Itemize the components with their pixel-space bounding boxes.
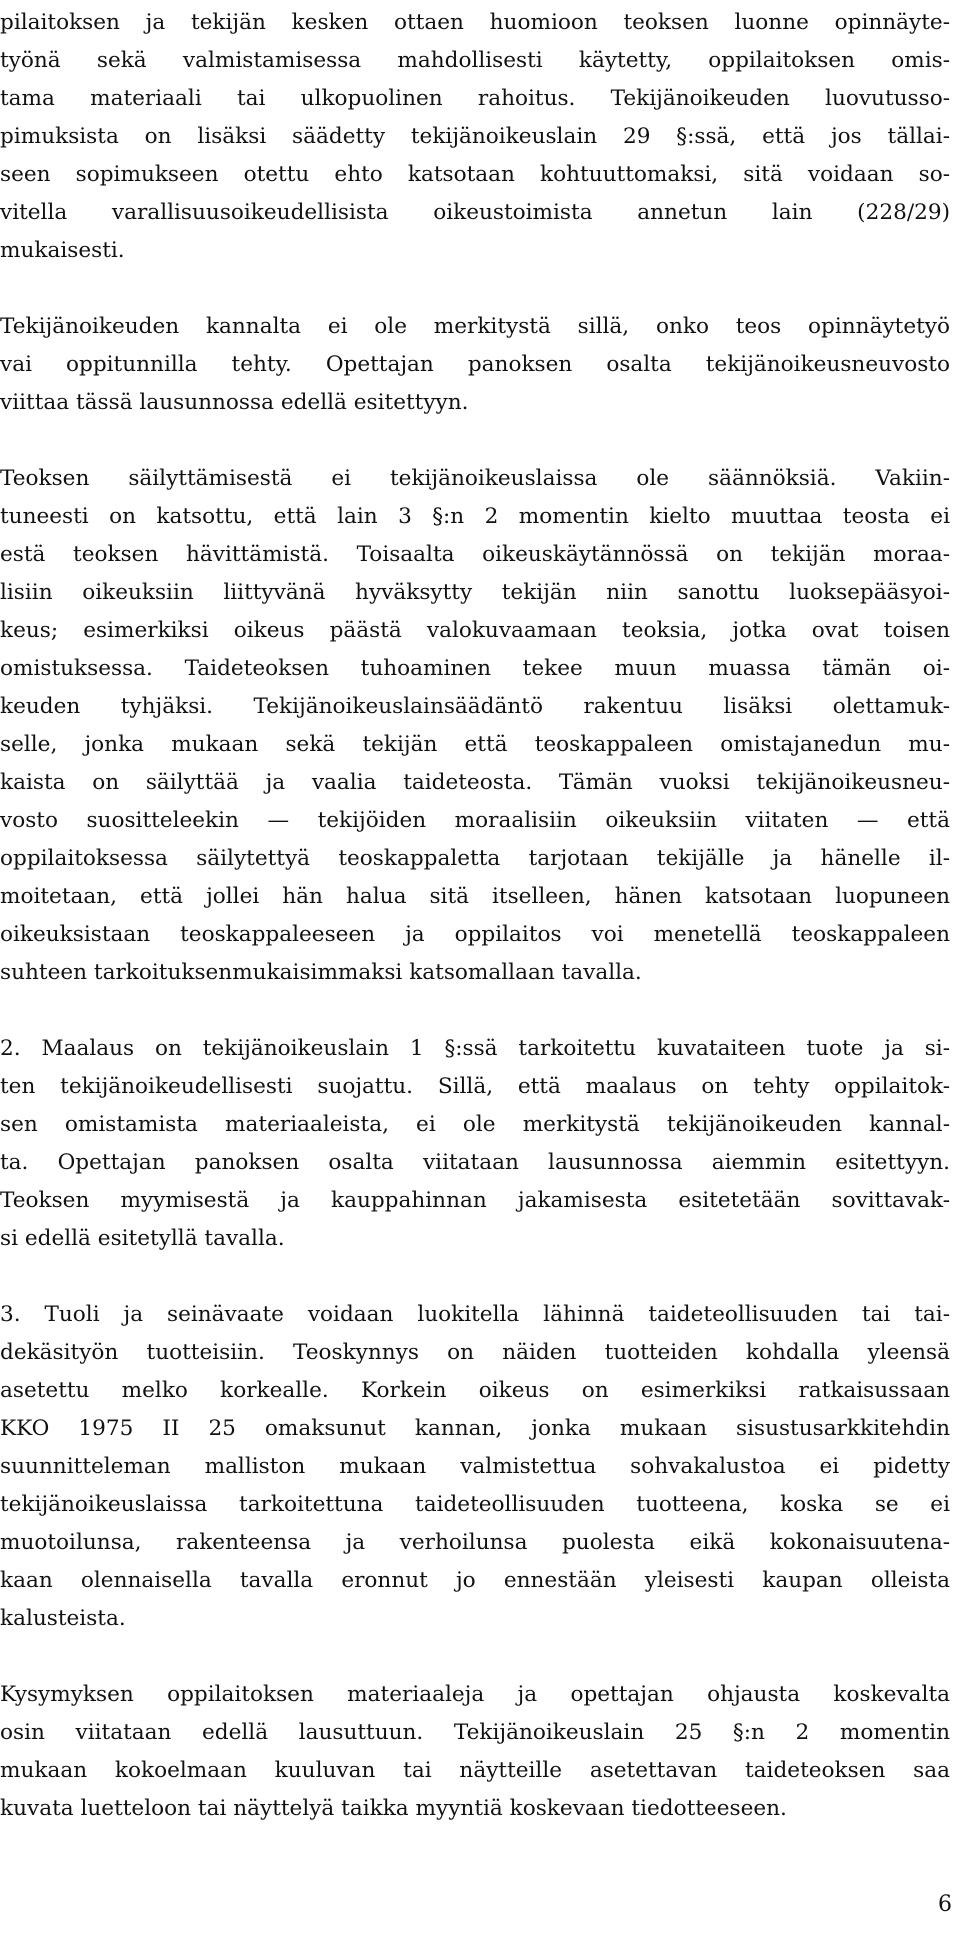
text-line: estä teoksen hävittämistä. Toisaalta oikeuskäytännössä on tekijän moraa- bbox=[0, 542, 950, 567]
text-line: kaista on säilyttää ja vaalia taideteosta. Tämän vuoksi tekijänoikeusneu- bbox=[0, 770, 950, 795]
text-line: suhteen tarkoituksenmukaisimmaksi katsomallaan tavalla. bbox=[0, 960, 642, 985]
text-line: seen sopimukseen otettu ehto katsotaan kohtuuttomaksi, sitä voidaan so- bbox=[0, 162, 950, 187]
text-line: Teoksen myymisestä ja kauppahinnan jakamisesta esitetetään sovittavak- bbox=[0, 1188, 950, 1213]
text-line: ten tekijänoikeudellisesti suojattu. Sillä, että maalaus on tehty oppilaitok- bbox=[0, 1074, 950, 1099]
text-line: KKO 1975 II 25 omaksunut kannan, jonka mukaan sisustusarkkitehdin bbox=[0, 1416, 950, 1441]
paragraph bbox=[0, 460, 950, 992]
text-line: 2. Maalaus on tekijänoikeuslain 1 §:ssä tarkoitettu kuvataiteen tuote ja si- bbox=[0, 1036, 950, 1061]
text-line: tama materiaali tai ulkopuolinen rahoitus. Tekijänoikeuden luovutusso- bbox=[0, 86, 950, 111]
text-line: oikeuksistaan teoskappaleeseen ja oppilaitos voi menetellä teoskappaleen bbox=[0, 922, 950, 947]
text-line: mukaisesti. bbox=[0, 238, 125, 263]
text-line: vitella varallisuusoikeudellisista oikeustoimista annetun lain (228/29) bbox=[0, 200, 950, 225]
text-line: ta. Opettajan panoksen osalta viitataan lausunnossa aiemmin esitettyyn. bbox=[0, 1150, 950, 1175]
text-line: Tekijänoikeuden kannalta ei ole merkitystä sillä, onko teos opinnäytetyö bbox=[0, 314, 950, 339]
text-line: tekijänoikeuslaissa tarkoitettuna taideteollisuuden tuotteena, koska se ei bbox=[0, 1492, 950, 1517]
paragraph bbox=[0, 1676, 950, 1828]
text-line: Kysymyksen oppilaitoksen materiaaleja ja opettajan ohjausta koskevalta bbox=[0, 1682, 950, 1707]
text-line: työnä sekä valmistamisessa mahdollisesti käytetty, oppilaitoksen omis- bbox=[0, 48, 950, 73]
paragraph bbox=[0, 308, 950, 422]
text-line: Teoksen säilyttämisestä ei tekijänoikeuslaissa ole säännöksiä. Vakiin- bbox=[0, 466, 950, 491]
paragraph bbox=[0, 4, 950, 270]
text-line: lisiin oikeuksiin liittyvänä hyväksytty tekijän niin sanottu luoksepääsyoi- bbox=[0, 580, 950, 605]
text-line: keuden tyhjäksi. Tekijänoikeuslainsäädäntö rakentuu lisäksi olettamuk- bbox=[0, 694, 950, 719]
text-line: keus; esimerkiksi oikeus päästä valokuvaamaan teoksia, jotka ovat toisen bbox=[0, 618, 950, 643]
text-line: vai oppitunnilla tehty. Opettajan panoksen osalta tekijänoikeusneuvosto bbox=[0, 352, 950, 377]
text-line: sen omistamista materiaaleista, ei ole merkitystä tekijänoikeuden kannal- bbox=[0, 1112, 950, 1137]
text-line: selle, jonka mukaan sekä tekijän että teoskappaleen omistajanedun mu- bbox=[0, 732, 950, 757]
text-line: kaan olennaisella tavalla eronnut jo ennestään yleisesti kaupan olleista bbox=[0, 1568, 950, 1593]
text-line: muotoilunsa, rakenteensa ja verhoilunsa puolesta eikä kokonaisuutena- bbox=[0, 1530, 950, 1555]
text-line: si edellä esitetyllä tavalla. bbox=[0, 1226, 285, 1251]
text-line: viittaa tässä lausunnossa edellä esitettyyn. bbox=[0, 390, 469, 415]
text-line: moitetaan, että jollei hän halua sitä itselleen, hänen katsotaan luopuneen bbox=[0, 884, 950, 909]
paragraph bbox=[0, 1030, 950, 1258]
text-line: suunnitteleman malliston mukaan valmistettua sohvakalustoa ei pidetty bbox=[0, 1454, 950, 1479]
text-line: osin viitataan edellä lausuttuun. Tekijänoikeuslain 25 §:n 2 momentin bbox=[0, 1720, 950, 1745]
text-line: kuvata luetteloon tai näyttelyä taikka myyntiä koskevaan tiedotteeseen. bbox=[0, 1796, 787, 1821]
text-line: tuneesti on katsottu, että lain 3 §:n 2 momentin kielto muuttaa teosta ei bbox=[0, 504, 950, 529]
text-line: dekäsityön tuotteisiin. Teoskynnys on näiden tuotteiden kohdalla yleensä bbox=[0, 1340, 950, 1365]
text-line: mukaan kokoelmaan kuuluvan tai näytteille asetettavan taideteoksen saa bbox=[0, 1758, 950, 1783]
text-line: oppilaitoksessa säilytettyä teoskappaletta tarjotaan tekijälle ja hänelle il- bbox=[0, 846, 950, 871]
text-line: pilaitoksen ja tekijän kesken ottaen huomioon teoksen luonne opinnäyte- bbox=[0, 10, 950, 35]
paragraph bbox=[0, 1296, 950, 1638]
text-line: omistuksessa. Taideteoksen tuhoaminen tekee muun muassa tämän oi- bbox=[0, 656, 950, 681]
text-line: asetettu melko korkealle. Korkein oikeus on esimerkiksi ratkaisussaan bbox=[0, 1378, 950, 1403]
text-line: 3. Tuoli ja seinävaate voidaan luokitella lähinnä taideteollisuuden tai tai- bbox=[0, 1302, 950, 1327]
body-text bbox=[0, 4, 950, 1866]
text-line: vosto suositteleekin — tekijöiden moraalisiin oikeuksiin viitaten — että bbox=[0, 808, 950, 833]
text-line: pimuksista on lisäksi säädetty tekijänoikeuslain 29 §:ssä, että jos tällai- bbox=[0, 124, 950, 149]
text-line: kalusteista. bbox=[0, 1606, 126, 1631]
page-number: 6 bbox=[938, 1892, 952, 1917]
